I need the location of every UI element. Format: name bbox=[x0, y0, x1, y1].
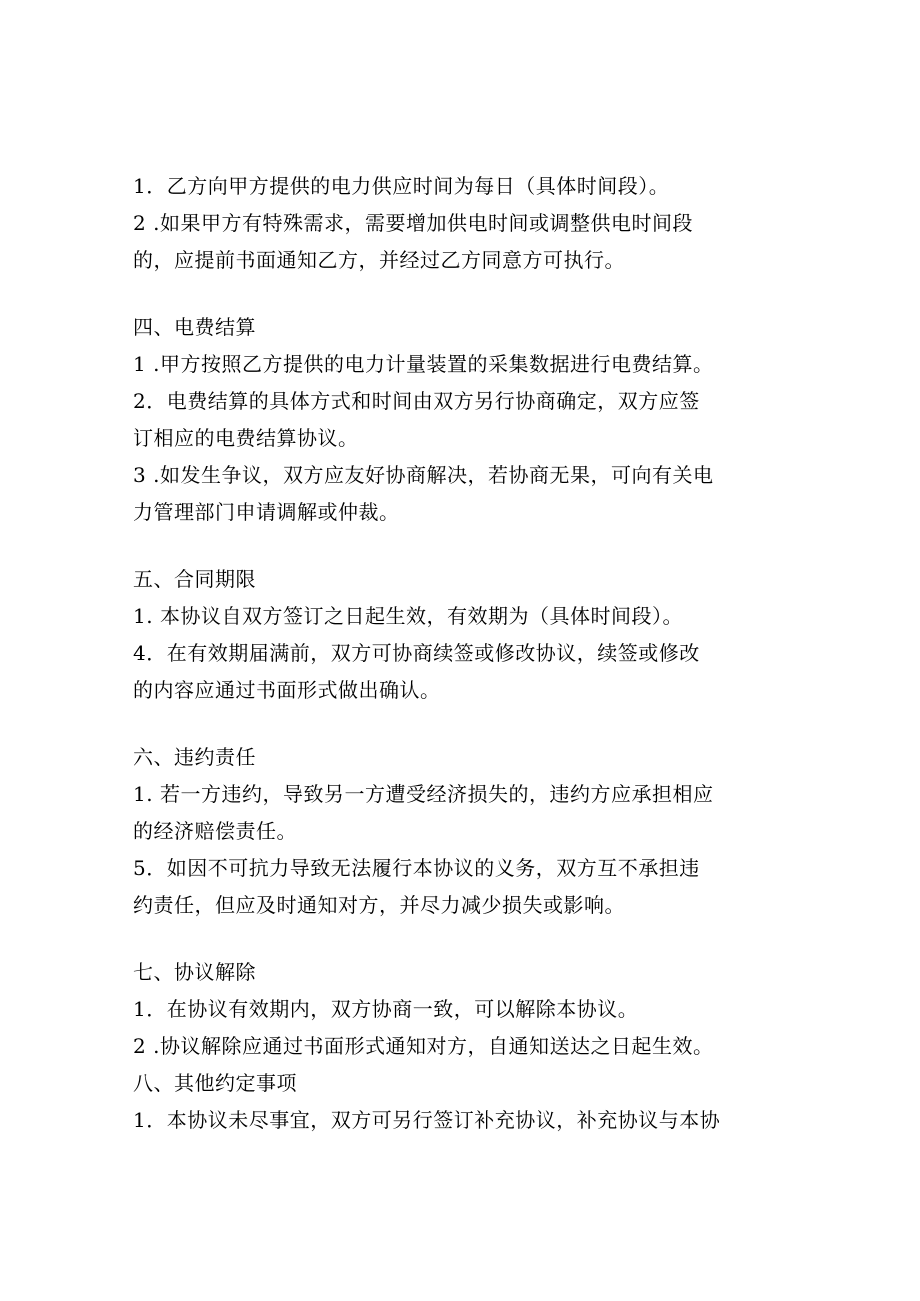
paragraph-line: 3 .如发生争议，双方应友好协商解决，若协商无果，可向有关电 bbox=[133, 463, 714, 487]
paragraph-line: 1．在协议有效期内，双方协商一致，可以解除本协议。 bbox=[133, 997, 639, 1021]
paragraph-line: 4．在有效期届满前，双方可协商续签或修改协议，续签或修改 bbox=[133, 641, 700, 665]
paragraph-line: 的经济赔偿责任。 bbox=[133, 819, 297, 843]
paragraph-line: 力管理部门申请调解或仲裁。 bbox=[133, 500, 400, 524]
paragraph-line: 的内容应通过书面形式做出确认。 bbox=[133, 678, 441, 702]
paragraph-line: 约责任，但应及时通知对方，并尽力减少损失或影响。 bbox=[133, 893, 625, 917]
section-gap bbox=[133, 924, 798, 954]
paragraph-line: 1. 本协议自双方签订之日起生效，有效期为（具体时间段）。 bbox=[133, 604, 683, 628]
section-heading: 八、其他约定事项 bbox=[133, 1071, 297, 1095]
paragraph-line: 的，应提前书面通知乙方，并经过乙方同意方可执行。 bbox=[133, 248, 625, 272]
section-8 bbox=[133, 1065, 798, 1139]
section-gap bbox=[133, 531, 798, 561]
section-5 bbox=[133, 561, 798, 709]
section-7 bbox=[133, 954, 798, 1065]
section-3-items bbox=[133, 168, 798, 279]
section-heading: 七、协议解除 bbox=[133, 960, 256, 984]
document-page bbox=[133, 168, 798, 1139]
section-heading: 四、电费结算 bbox=[133, 315, 256, 339]
paragraph-line: 1．本协议未尽事宜，双方可另行签订补充协议，补充协议与本协 bbox=[133, 1108, 721, 1132]
paragraph-line: 5．如因不可抗力导致无法履行本协议的义务，双方互不承担违 bbox=[133, 856, 700, 880]
section-gap bbox=[133, 709, 798, 739]
paragraph-line: 2．电费结算的具体方式和时间由双方另行协商确定，双方应签 bbox=[133, 389, 700, 413]
paragraph-line: 2 .协议解除应通过书面形式通知对方，自通知送达之日起生效。 bbox=[133, 1034, 714, 1058]
section-4 bbox=[133, 309, 798, 531]
section-6 bbox=[133, 739, 798, 924]
section-heading: 六、违约责任 bbox=[133, 745, 256, 769]
section-gap bbox=[133, 279, 798, 309]
paragraph-line: 1．乙方向甲方提供的电力供应时间为每日（具体时间段）。 bbox=[133, 174, 670, 198]
paragraph-line: 订相应的电费结算协议。 bbox=[133, 426, 359, 450]
paragraph-line: 2 .如果甲方有特殊需求，需要增加供电时间或调整供电时间段 bbox=[133, 211, 693, 235]
section-heading: 五、合同期限 bbox=[133, 567, 256, 591]
paragraph-line: 1. 若一方违约，导致另一方遭受经济损失的，违约方应承担相应 bbox=[133, 782, 714, 806]
paragraph-line: 1 .甲方按照乙方提供的电力计量装置的采集数据进行电费结算。 bbox=[133, 352, 714, 376]
